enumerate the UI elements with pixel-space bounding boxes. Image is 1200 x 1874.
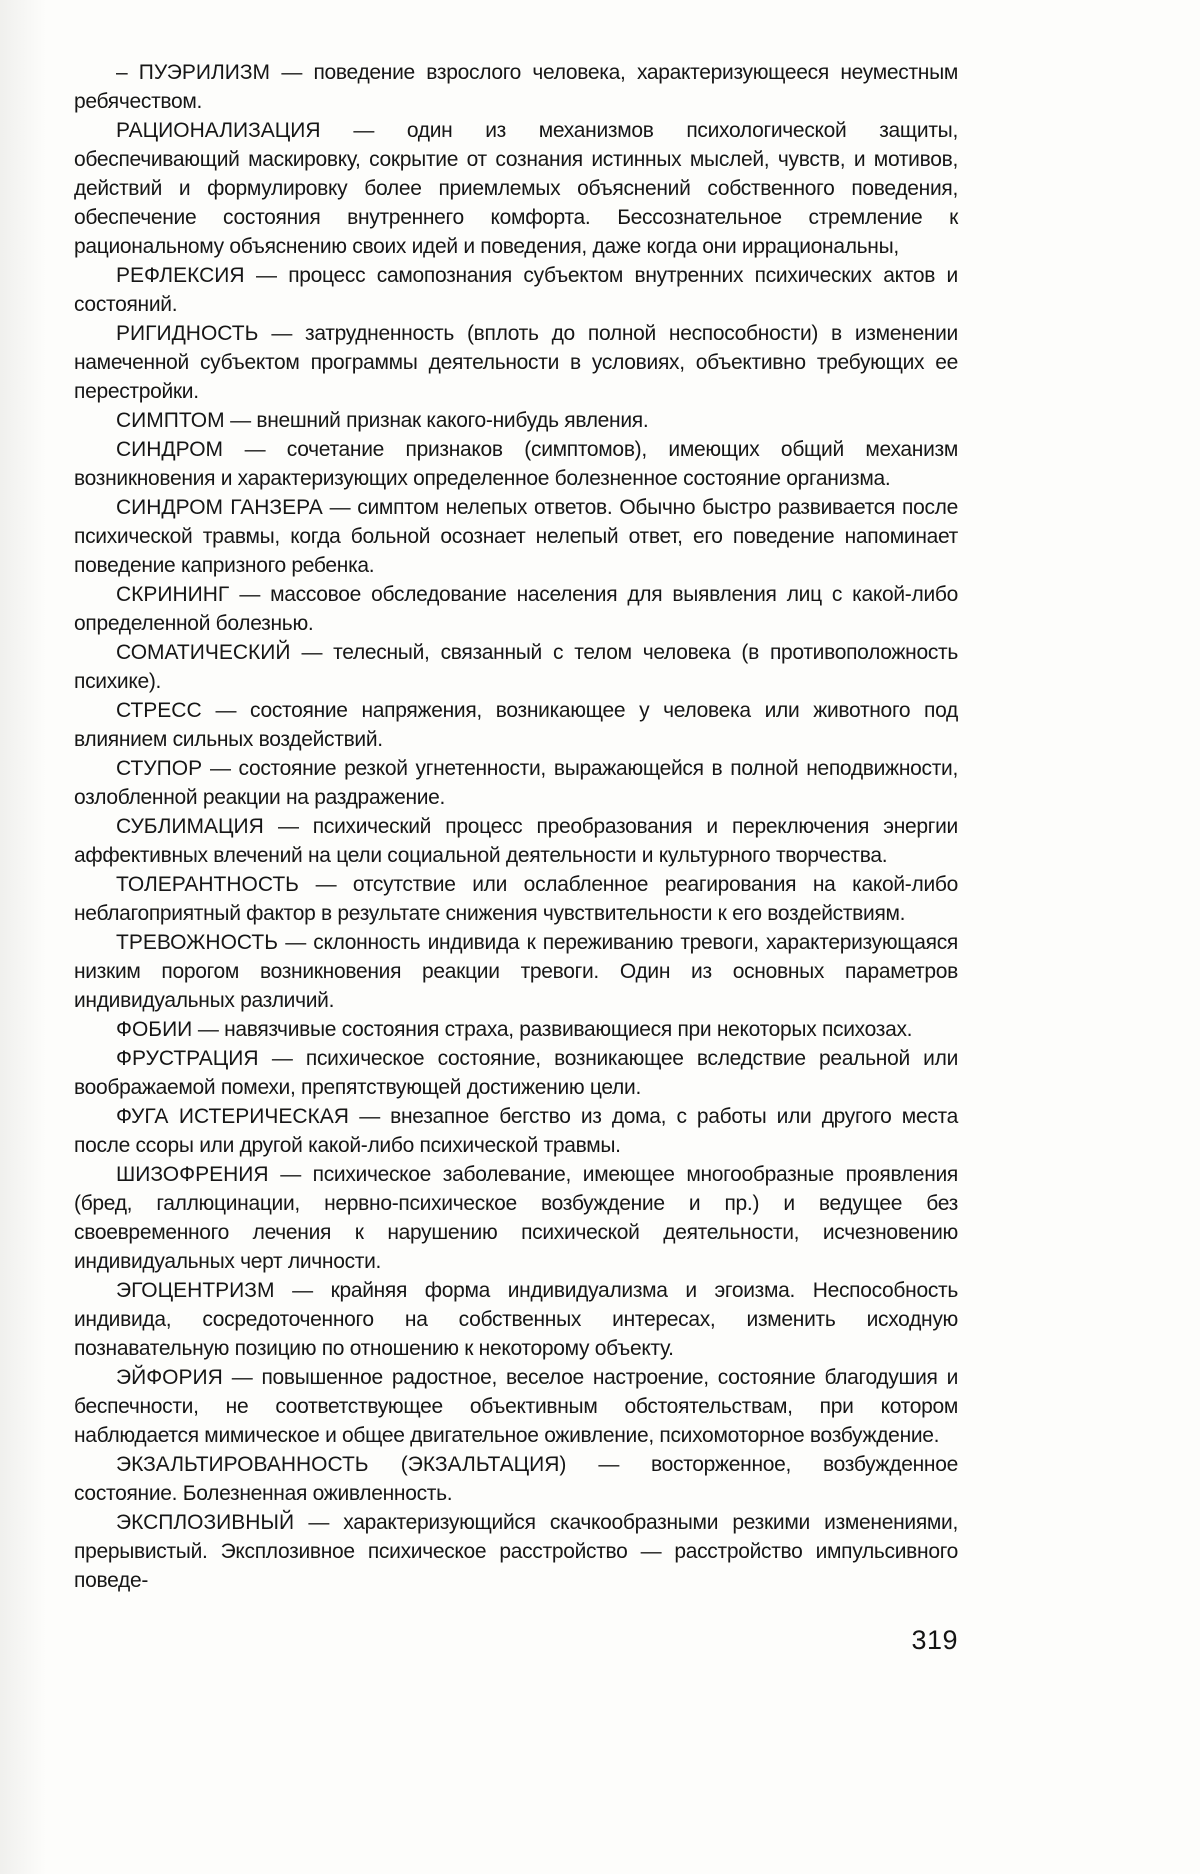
definition: — психическое заболевание, имеющее многообразные проявления (бред, галлюцинации, нервно-психическое возбуждение и пр.) и ведущее без своевременного лечения к нарушению психической деятельности, исчезновению индивидуальных черт личности. [74, 1163, 958, 1273]
glossary-entry [74, 493, 958, 580]
definition: — отсутствие или ослабленное реагирования на какой-либо неблагоприятный фактор в результате снижения чувствительности к его воздействиям. [74, 873, 958, 925]
term: СКРИНИНГ [116, 583, 230, 606]
glossary-entry [74, 870, 958, 928]
definition: — внезапное бегство из дома, с работы или другого места после ссоры или другой какой-либо психической травмы. [74, 1105, 958, 1157]
glossary-entry [74, 58, 958, 116]
definition: — повышенное радостное, веселое настроение, состояние благодушия и беспечности, не соответствующее объективным обстоятельствам, при котором наблюдается мимическое и общее двигательное оживление, психомоторное возбуждение. [74, 1366, 958, 1447]
definition: — крайняя форма индивидуализма и эгоизма. Неспособность индивида, сосредоточенного на собственных интересах, изменить исходную познавательную позицию по отношению к некоторому объекту. [74, 1279, 958, 1360]
glossary-entry [74, 1044, 958, 1102]
stray-dash-mark: – [116, 61, 128, 84]
glossary-entry [74, 638, 958, 696]
definition: — психическое состояние, возникающее вследствие реальной или воображаемой помехи, препятствующей достижению цели. [74, 1047, 958, 1099]
glossary-entry [74, 435, 958, 493]
glossary-entry [74, 1102, 958, 1160]
term: СУБЛИМАЦИЯ [116, 815, 264, 838]
term: СОМАТИЧЕСКИЙ [116, 641, 291, 664]
definition: — сочетание признаков (симптомов), имеющих общий механизм возникновения и характеризующих определенное болезненное состояние организма. [74, 438, 958, 490]
term: ФОБИИ [116, 1018, 193, 1041]
definition: — психический процесс преобразования и переключения энергии аффективных влечений на цели социальной деятельности и культурного творчества. [74, 815, 958, 867]
term: СТРЕСС [116, 699, 202, 722]
term: СИМПТОМ [116, 409, 225, 432]
definition: — состояние напряжения, возникающее у человека или животного под влиянием сильных воздействий. [74, 699, 958, 751]
term: ЭКЗАЛЬТИРОВАННОСТЬ (ЭКЗАЛЬТАЦИЯ) [116, 1453, 567, 1476]
definition: — склонность индивида к переживанию тревоги, характеризующаяся низким порогом возникновения реакции тревоги. Один из основных параметров индивидуальных различий. [74, 931, 958, 1012]
glossary-entry [74, 928, 958, 1015]
glossary-entry [74, 580, 958, 638]
term: ЭЙФОРИЯ [116, 1366, 223, 1389]
glossary-entry [74, 1508, 958, 1595]
glossary-entry [74, 1015, 958, 1044]
glossary-entry [74, 1160, 958, 1276]
definition: — внешний признак какого-нибудь явления. [230, 409, 649, 432]
term: РАЦИОНАЛИЗАЦИЯ [116, 119, 321, 142]
definition: — навязчивые состояния страха, развивающиеся при некоторых психозах. [197, 1018, 913, 1041]
term: ШИЗОФРЕНИЯ [116, 1163, 269, 1186]
term: СИНДРОМ ГАНЗЕРА [116, 496, 323, 519]
term: ТРЕВОЖНОСТЬ [116, 931, 278, 954]
definition: — массовое обследование населения для выявления лиц с какой-либо определенной болезнью. [74, 583, 958, 635]
term: ФУГА ИСТЕРИЧЕСКАЯ [116, 1105, 349, 1128]
page-number: 319 [911, 1625, 958, 1655]
glossary-entry [74, 319, 958, 406]
term: ЭГОЦЕНТРИЗМ [116, 1279, 275, 1302]
glossary-text-block [74, 58, 958, 1595]
glossary-entry [74, 812, 958, 870]
definition: — процесс самопознания субъектом внутренних психических актов и состояний. [74, 264, 958, 316]
definition: — поведение взрослого человека, характеризующееся неуместным ребячеством. [74, 61, 959, 113]
definition: — один из механизмов психологической защиты, обеспечивающий маскировку, сокрытие от сознания истинных мыслей, чувств, и мотивов, действий и формулировку более приемлемых объяснений собственного поведения, обеспечение состояния внутреннего комфорта. Бессознательное стремление к рациональному объяснению своих идей и поведения, даже когда они иррациональны, [74, 119, 958, 258]
definition: — характеризующийся скачкообразными резкими изменениями, прерывистый. Эксплозивное психическое расстройство — расстройство импульсивного поведе- [74, 1511, 958, 1592]
term: РИГИДНОСТЬ [116, 322, 259, 345]
definition: — восторженное, возбужденное состояние. Болезненная оживленность. [74, 1453, 958, 1505]
glossary-entry [74, 696, 958, 754]
term: СТУПОР [116, 757, 203, 780]
definition: — телесный, связанный с телом человека (в противоположность психике). [74, 641, 958, 693]
glossary-entry [74, 1276, 958, 1363]
term: СИНДРОМ [116, 438, 224, 461]
definition: — симптом нелепых ответов. Обычно быстро развивается после психической травмы, когда больной осознает нелепый ответ, его поведение напоминает поведение капризного ребенка. [74, 496, 958, 577]
glossary-entry [74, 1363, 958, 1450]
definition: — затрудненность (вплоть до полной неспособности) в изменении намеченной субъектом программы деятельности в условиях, объективно требующих ее перестройки. [74, 322, 958, 403]
glossary-entry [74, 261, 958, 319]
glossary-entry [74, 406, 958, 435]
glossary-entry [74, 116, 958, 261]
glossary-entry [74, 1450, 958, 1508]
term: ФРУСТРАЦИЯ [116, 1047, 259, 1070]
term: ПУЭРИЛИЗМ [138, 61, 271, 84]
glossary-entry [74, 754, 958, 812]
term: ТОЛЕРАНТНОСТЬ [116, 873, 299, 896]
definition: — состояние резкой угнетенности, выражающейся в полной неподвижности, озлобленной реакции на раздражение. [74, 757, 959, 809]
term: РЕФЛЕКСИЯ [116, 264, 245, 287]
term: ЭКСПЛОЗИВНЫЙ [116, 1511, 295, 1534]
